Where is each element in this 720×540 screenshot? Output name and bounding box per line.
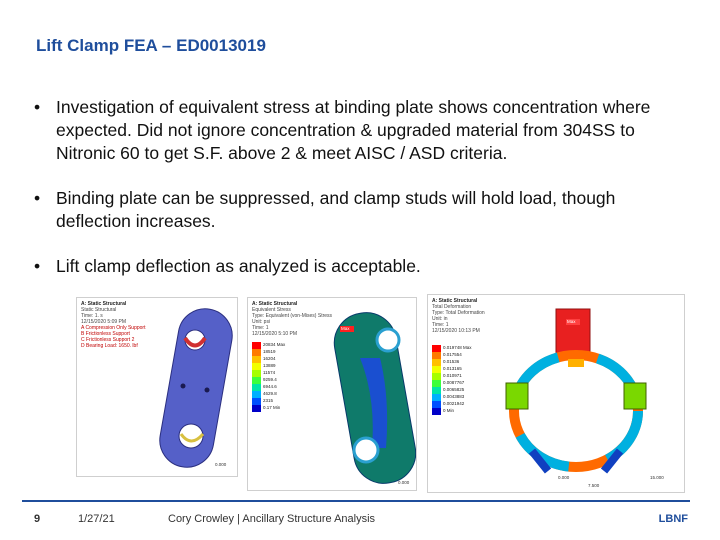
footer-author: Cory Crowley | Ancillary Structure Analysis	[168, 513, 376, 525]
figure-caption: A: Static Structural Equivalent Stress Type: Equivalent (von-Mises) Stress Unit: psi Time: 1 12/15/2020 5:10 PM	[252, 301, 333, 337]
slide-title: Lift Clamp FEA – ED0013019	[36, 36, 266, 55]
fea-figure-supports	[76, 297, 238, 477]
bullet-dot: •	[34, 97, 41, 117]
scale-label-left: 0.000	[558, 475, 570, 480]
scale-label-mid: 7.500	[588, 483, 600, 488]
bullet-list	[30, 96, 690, 300]
footer-rule	[22, 500, 690, 502]
figure-caption: A: Static Structural Total Deformation Type: Total Deformation Unit: in Time: 1 12/15/2020 10:13 PM	[432, 298, 485, 334]
fea-figure-equivalent-stress	[247, 297, 417, 491]
footer-date: 1/27/21	[78, 513, 115, 525]
max-tag: Max	[341, 326, 350, 331]
bullet-text: Lift clamp deflection as analyzed is acceptable.	[56, 256, 421, 276]
binding-plate-model-image	[77, 298, 237, 476]
bullet-dot: •	[34, 256, 41, 276]
bullet-text: Binding plate can be suppressed, and clamp studs will hold load, though deflection increases.	[56, 188, 616, 231]
page-number: 9	[34, 513, 41, 525]
max-tag: Max	[567, 319, 576, 324]
scale-label: 0.000	[215, 462, 227, 467]
figure-caption: A: Static Structural Static Structural Time: 1. s 12/15/2020 5:09 PM A Compression Only Support B Frictionless Support C Frictionless Support 2 D Bearing Load: 1650. lbf	[81, 301, 146, 349]
bullet-dot: •	[34, 188, 41, 208]
bullet-text: Investigation of equivalent stress at binding plate shows concentration where expected. Did not ignore concentration & upgraded material from 304SS to Nitronic 60 to get S.F. above 2 & meet AISC / ASD criteria.	[56, 97, 651, 163]
scale-label-right: 15.000	[650, 475, 664, 480]
bullet-item	[30, 187, 690, 233]
bullet-item	[30, 255, 690, 278]
bullet-item	[30, 96, 690, 165]
fea-figure-total-deformation	[427, 294, 685, 493]
footer-logo: LBNF	[658, 513, 688, 525]
lift-clamp-model-image	[428, 295, 684, 492]
deformation-legend-values: 0.019748 Max 0.017554 0.01536 0.013165 0.010971 0.0087767 0.0065825 0.0043883 0.0021942 0 Min	[443, 345, 472, 413]
scale-label: 0.000	[398, 480, 410, 485]
stress-contour-model-image	[248, 298, 416, 490]
stress-legend-values: 20834 Max 18519 16204 13889 11574 9259.4 6944.6 4629.8 2315 0.17 Min	[263, 342, 286, 410]
